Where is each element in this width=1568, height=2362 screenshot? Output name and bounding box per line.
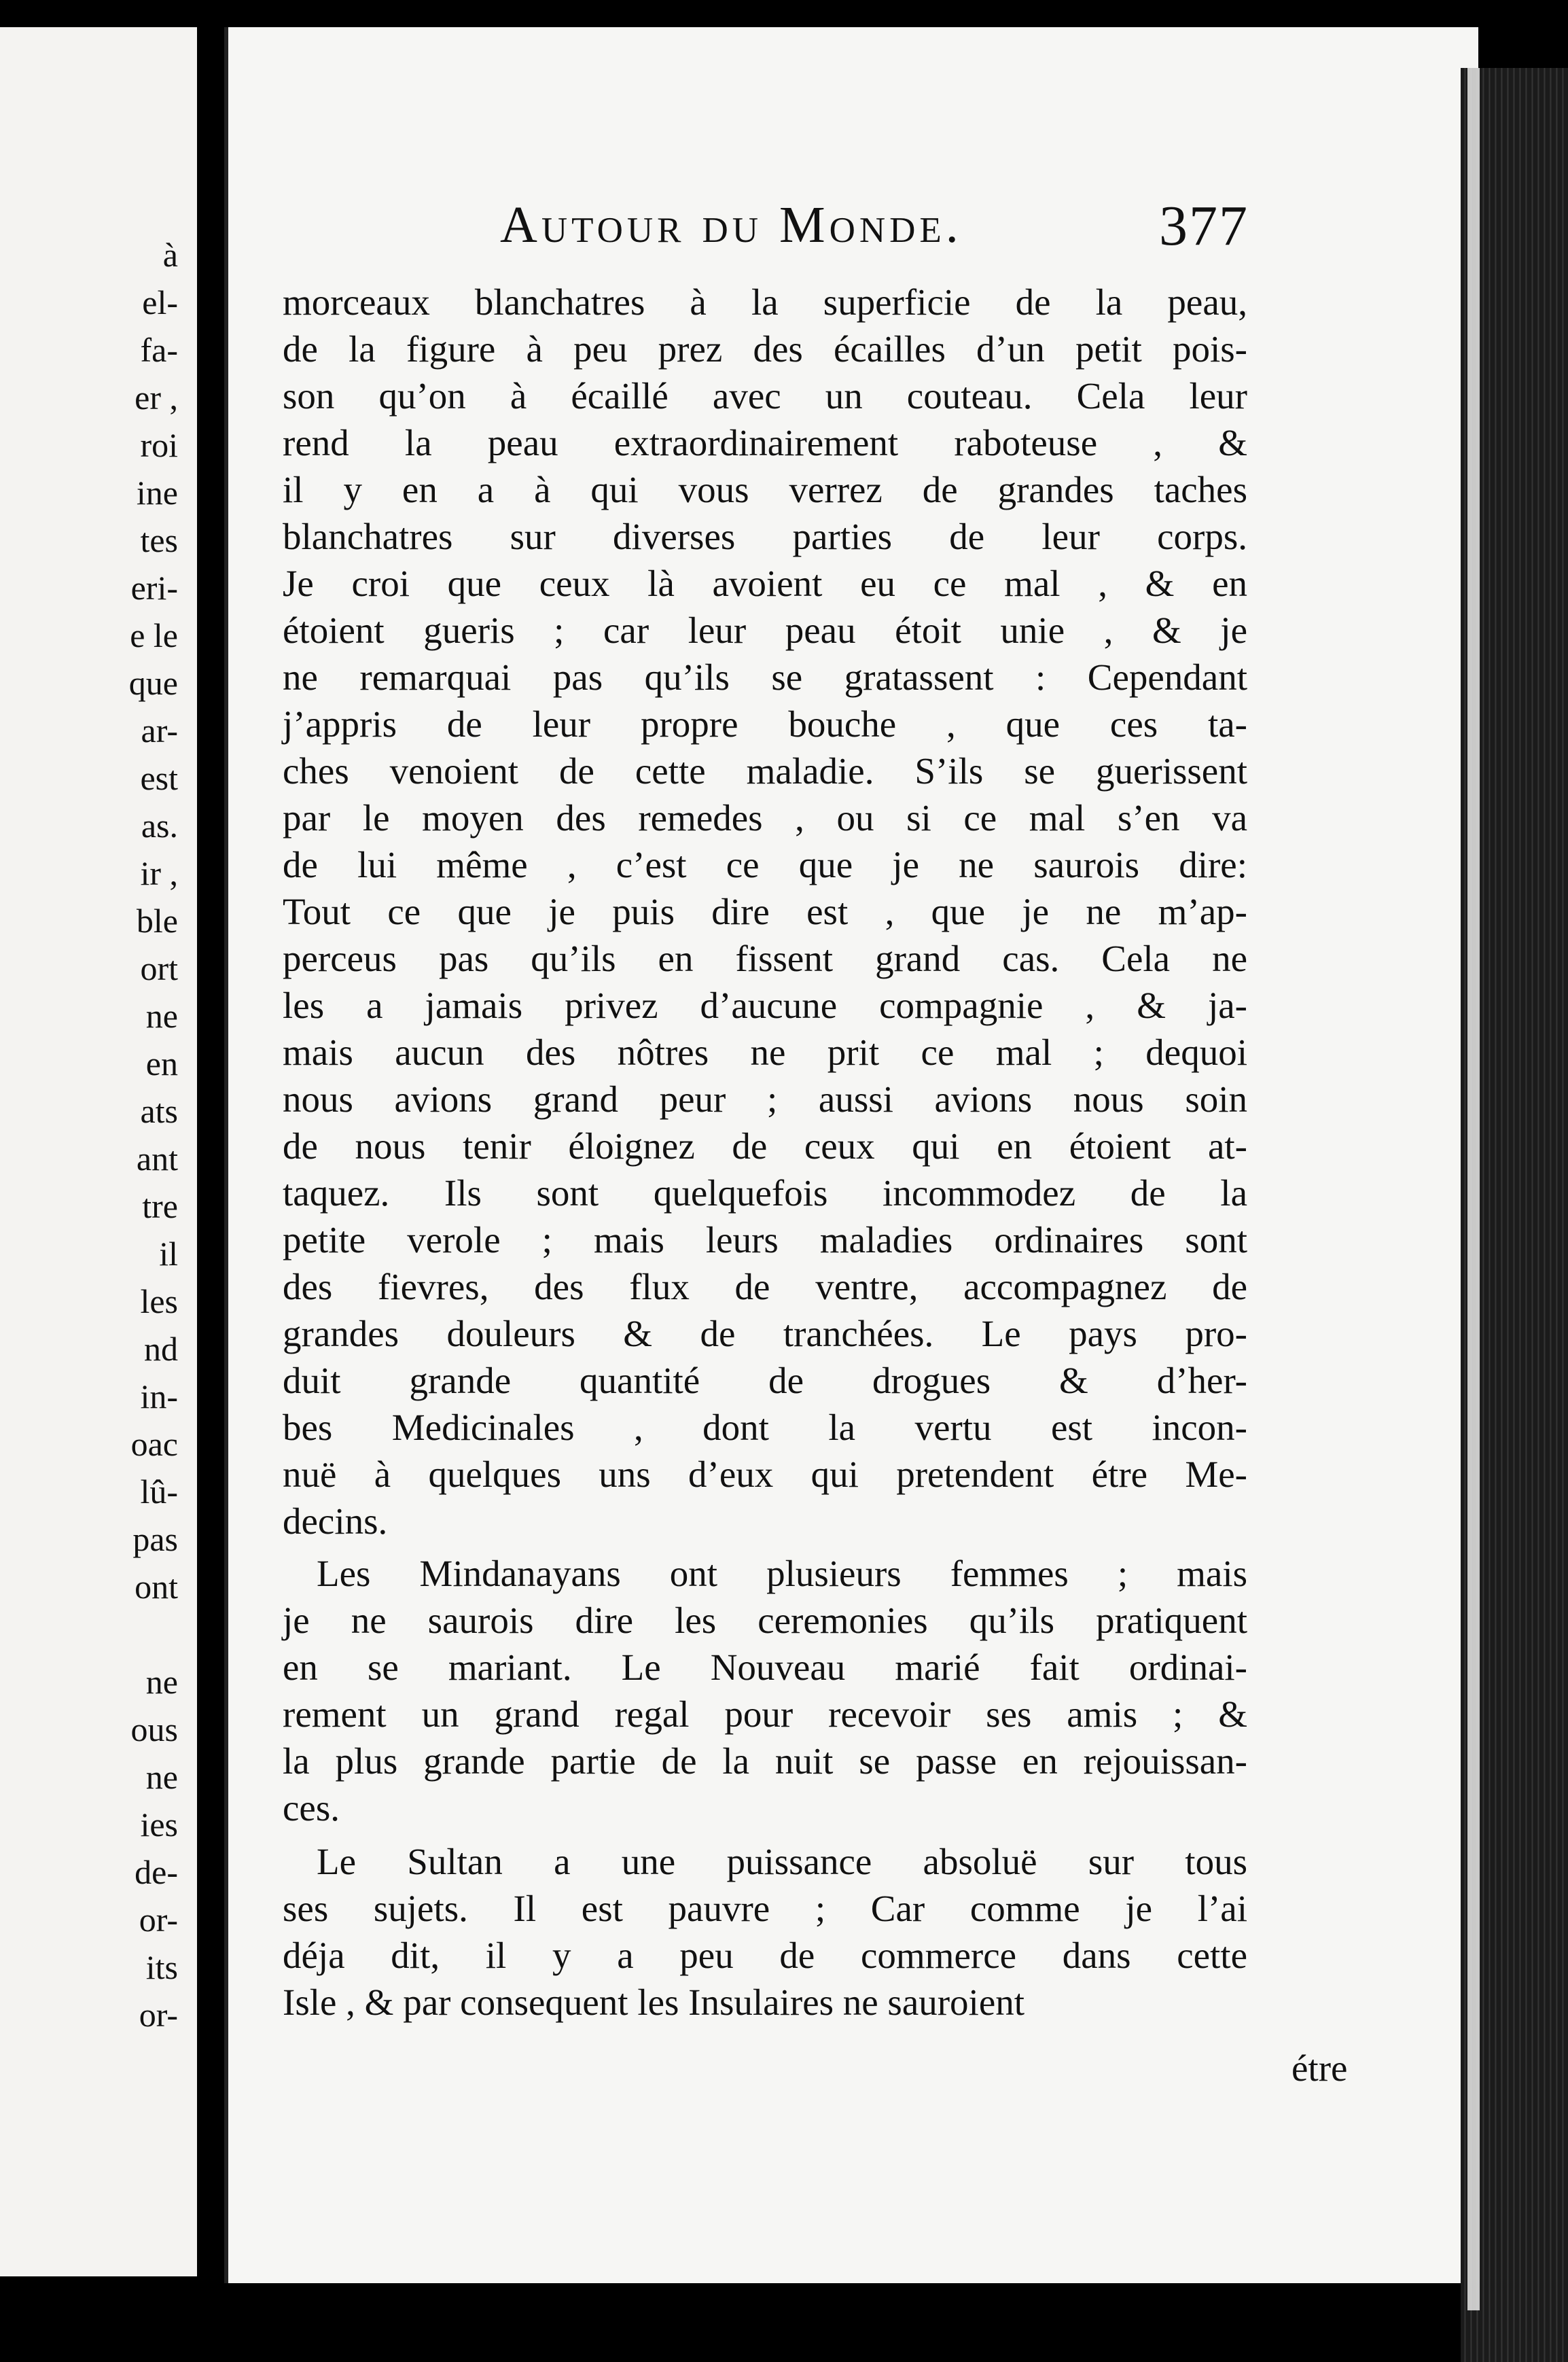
left-fragment-line: or- xyxy=(139,1996,178,2034)
text-line: Les Mindanayans ont plusieurs femmes ; mais xyxy=(317,1553,1247,1594)
left-fragment-line: ir , xyxy=(140,854,178,892)
left-fragment-line: tes xyxy=(140,521,178,559)
left-fragment-line: or- xyxy=(139,1901,178,1939)
left-fragment-line: as. xyxy=(141,807,178,845)
paragraph-3 xyxy=(283,1838,1247,2026)
left-fragment-line: roi xyxy=(140,426,178,464)
left-fragment-line: tre xyxy=(142,1187,178,1225)
left-fragment-line: ne xyxy=(145,997,178,1035)
left-facing-page xyxy=(0,27,201,2276)
left-fragment-line: in- xyxy=(140,1377,178,1415)
text-line: rement un grand regal pour recevoir ses amis ; & xyxy=(283,1693,1247,1735)
text-line: Tout ce que je puis dire est , que je ne m’ap- xyxy=(283,891,1247,932)
text-line: je ne saurois dire les ceremonies qu’ils pratiquent xyxy=(283,1600,1247,1641)
text-line: ches venoient de cette maladie. S’ils se guerissent xyxy=(283,750,1247,792)
body-text xyxy=(283,279,1247,2026)
text-line: les a jamais privez d’aucune compagnie , & ja- xyxy=(283,985,1247,1026)
left-fragment-line: el- xyxy=(142,283,178,321)
left-fragment-line: ne xyxy=(145,1663,178,1701)
text-line: il y en a à qui vous verrez de grandes taches xyxy=(283,469,1247,510)
text-line: j’appris de leur propre bouche , que ces ta- xyxy=(283,703,1247,745)
left-fragment-line: its xyxy=(145,1948,178,1986)
text-line: grandes douleurs & de tranchées. Le pays pro- xyxy=(283,1313,1247,1354)
text-line: déja dit, il y a peu de commerce dans cette xyxy=(283,1935,1247,1976)
left-fragment-line xyxy=(129,1610,178,1658)
text-line: par le moyen des remedes , ou si ce mal s’en va xyxy=(283,797,1247,839)
running-title: Autour du Monde. xyxy=(500,196,963,253)
left-fragment-line: oac xyxy=(130,1425,178,1463)
left-fragment-line: ats xyxy=(140,1092,178,1130)
left-fragment-line: ous xyxy=(130,1710,178,1748)
text-line: decins. xyxy=(283,1500,388,1542)
text-line: ces. xyxy=(283,1787,340,1829)
left-fragment-line: est xyxy=(140,759,178,797)
text-line: duit grande quantité de drogues & d’her- xyxy=(283,1360,1247,1401)
left-fragment-line: en xyxy=(145,1044,178,1082)
left-fragment-line: ies xyxy=(140,1805,178,1844)
left-fragment-line: à xyxy=(162,236,178,274)
text-line: nous avions grand peur ; aussi avions nous soin xyxy=(283,1078,1247,1120)
text-line: perceus pas qu’ils en fissent grand cas. Cela ne xyxy=(283,938,1247,979)
left-page-text-fragments xyxy=(129,231,178,2039)
left-fragment-line: ine xyxy=(136,474,178,512)
text-line: étoient gueris ; car leur peau étoit unie , & je xyxy=(283,610,1247,651)
text-line: ne remarquai pas qu’ils se gratassent : Cependant xyxy=(283,656,1247,698)
left-fragment-line: nd xyxy=(144,1330,178,1368)
page-number: 377 xyxy=(1159,194,1249,258)
paragraph-2 xyxy=(283,1550,1247,1831)
text-line: petite verole ; mais leurs maladies ordinaires sont xyxy=(283,1219,1247,1261)
text-line: Isle , & par consequent les Insulaires ne sauroient xyxy=(283,1981,1025,2023)
text-line: taquez. Ils sont quelquefois incommodez de la xyxy=(283,1172,1247,1214)
text-line: Le Sultan a une puissance absoluë sur tous xyxy=(317,1841,1247,1882)
left-fragment-line: il xyxy=(159,1235,178,1273)
catchword: étre xyxy=(1291,2047,1348,2089)
paragraph-1 xyxy=(283,279,1247,1545)
text-line: mais aucun des nôtres ne prit ce mal ; dequoi xyxy=(283,1032,1247,1073)
text-line: son qu’on à écaillé avec un couteau. Cela leur xyxy=(283,375,1247,417)
left-fragment-line: ble xyxy=(136,902,178,940)
text-line: bes Medicinales , dont la vertu est incon- xyxy=(283,1407,1247,1448)
left-fragment-line: de- xyxy=(135,1853,178,1891)
text-line: ses sujets. Il est pauvre ; Car comme je l’ai xyxy=(283,1888,1247,1929)
left-fragment-line: les xyxy=(140,1282,178,1320)
text-line: de nous tenir éloignez de ceux qui en étoient at- xyxy=(283,1125,1247,1167)
left-fragment-line: ne xyxy=(145,1758,178,1796)
left-fragment-line: e le xyxy=(130,616,178,654)
left-fragment-line: pas xyxy=(132,1520,178,1558)
text-line: blanchatres sur diverses parties de leur corps. xyxy=(283,516,1247,557)
text-line: en se mariant. Le Nouveau marié fait ordinai- xyxy=(283,1646,1247,1688)
running-head xyxy=(228,196,1478,264)
text-line: de lui même , c’est ce que je ne saurois dire: xyxy=(283,844,1247,885)
text-line: Je croi que ceux là avoient eu ce mal , & en xyxy=(283,563,1247,604)
left-fragment-line: que xyxy=(128,664,178,702)
book-gutter xyxy=(197,0,224,2362)
text-line: morceaux blanchatres à la superficie de la peau, xyxy=(283,281,1247,323)
left-fragment-line: lû- xyxy=(140,1473,178,1511)
left-fragment-line: ort xyxy=(140,949,178,987)
left-fragment-line: ant xyxy=(136,1140,178,1178)
text-line: des fievres, des flux de ventre, accompagnez de xyxy=(283,1266,1247,1307)
left-fragment-line: er , xyxy=(135,378,178,417)
left-fragment-line: eri- xyxy=(130,569,178,607)
main-page xyxy=(224,27,1478,2283)
text-line: rend la peau extraordinairement raboteuse , & xyxy=(283,422,1247,463)
left-fragment-line: ar- xyxy=(141,711,178,750)
text-line: nuë à quelques uns d’eux qui pretendent étre Me- xyxy=(283,1453,1247,1495)
page-edge-strip xyxy=(1467,68,1480,2310)
left-fragment-line: ont xyxy=(135,1568,178,1606)
text-line: de la figure à peu prez des écailles d’un petit pois- xyxy=(283,328,1247,370)
left-fragment-line: fa- xyxy=(140,331,178,369)
text-line: la plus grande partie de la nuit se passe en rejouissan- xyxy=(283,1740,1247,1782)
